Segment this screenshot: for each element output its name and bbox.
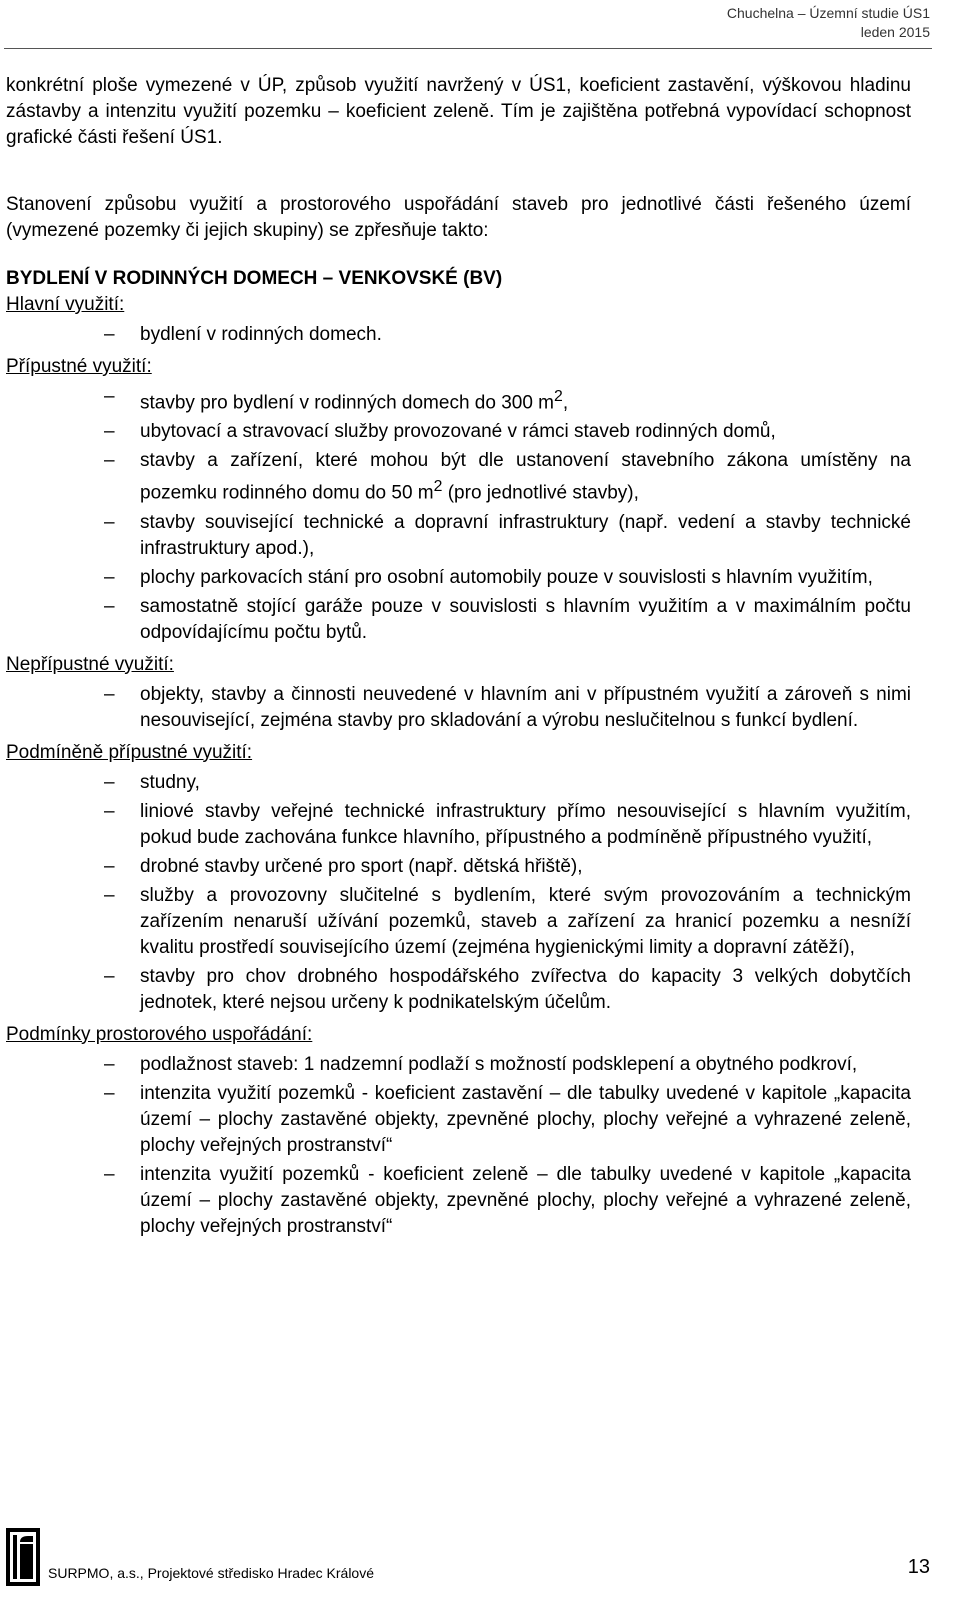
permitted-use-heading: Přípustné využití: xyxy=(6,356,152,377)
superscript: 2 xyxy=(554,388,563,405)
conditional-use-heading: Podmíněně přípustné využití: xyxy=(6,741,253,763)
prohibited-use-heading: Nepřípustné využití: xyxy=(6,653,174,675)
main-use-list xyxy=(6,322,911,348)
list-item: – služby a provozovny slučitelné s bydlením, které svým provozováním a technickým zařízením nenaruší užívání pozemků, staveb a zařízení za hranicí pozemku a nesníží kvalitu prostředí souvisejícího území (zejména hygienickými limity a dopravní zátěží), xyxy=(104,884,911,958)
dash-bullet: – xyxy=(104,683,115,705)
page-content xyxy=(6,73,911,1246)
header-divider xyxy=(4,48,932,49)
list-item: – studny, xyxy=(6,770,911,796)
main-use-heading: Hlavní využití: xyxy=(6,294,125,315)
dash-bullet: – xyxy=(104,324,115,345)
list-item: – intenzita využití pozemků - koeficient zeleně – dle tabulky uvedené v kapitole „kapacita území – plochy zastavěné objekty, zpevněné plochy, plochy veřejné a vyhrazené zeleně, plochy veřejných prostranství“ xyxy=(104,1163,911,1237)
lead-paragraph: Stanovení způsobu využití a prostorového uspořádání staveb pro jednotlivé části řešeného území (vymezené pozemky či jejich skupiny) se zpřesňuje takto: xyxy=(6,194,911,241)
permitted-use-list xyxy=(6,384,911,646)
dash-bullet: – xyxy=(104,800,115,822)
dash-bullet: – xyxy=(104,884,115,906)
footer-organization: SURPMO, a.s., Projektové středisko Hradec Králové xyxy=(48,1565,375,1581)
conditional-use-list xyxy=(6,770,911,1016)
dash-bullet: – xyxy=(104,965,115,987)
list-item: – stavby a zařízení, které mohou být dle ustanovení stavebního zákona umístěny na pozemku rodinného domu do 50 $m^2$ (pro jednotlivé stavby), xyxy=(104,450,911,504)
page-header xyxy=(727,4,930,42)
page-number: 13 xyxy=(907,1556,930,1578)
dash-bullet: – xyxy=(104,566,115,588)
spatial-conditions-list xyxy=(6,1052,911,1240)
dash-bullet: – xyxy=(104,450,115,472)
prohibited-use-list xyxy=(6,682,911,734)
header-date: leden 2015 xyxy=(860,24,930,40)
list-item: – ubytovací a stravovací služby provozované v rámci staveb rodinných domů, xyxy=(6,419,911,445)
dash-bullet: – xyxy=(104,386,115,407)
list-item: – objekty, stavby a činnosti neuvedené v hlavním ani v přípustném využití a zároveň s nimi nesouvisející, zejména stavby pro skladování a výrobu neslučitelnou s funkcí bydlení. xyxy=(104,683,911,731)
surpmo-logo-icon xyxy=(6,1528,40,1586)
dash-bullet: – xyxy=(104,771,115,793)
intro-paragraph: konkrétní ploše vymezené v ÚP, způsob využití navržený v ÚS1, koeficient zastavění, výškovou hladinu zástavby a intenzitu využití pozemku – koeficient zeleně. Tím je zajištěna potřebná vypovídací schopnost grafické části řešení ÚS1. xyxy=(6,75,911,148)
list-item: – samostatně stojící garáže pouze v souvislosti s hlavním využitím a v maximálním počtu odpovídajícímu počtu bytů. xyxy=(104,595,911,643)
list-item: – bydlení v rodinných domech. xyxy=(6,322,911,348)
list-item: – podlažnost staveb: 1 nadzemní podlaží s možností podsklepení a obytného podkroví, xyxy=(6,1052,911,1078)
dash-bullet: – xyxy=(104,595,115,617)
list-item: – liniové stavby veřejné technické infrastruktury přímo nesouvisející s hlavním využitím, pokud bude zachována funkce hlavního, přípustného a podmíněně přípustného využití, xyxy=(104,800,911,848)
list-item: – plochy parkovacích stání pro osobní automobily pouze v souvislosti s hlavním využitím, xyxy=(6,565,911,591)
list-item: – drobné stavby určené pro sport (např. dětská hřiště), xyxy=(6,854,911,880)
dash-bullet: – xyxy=(104,1053,115,1075)
list-item: – stavby související technické a dopravní infrastruktury (např. vedení a stavby technické infrastruktury apod.), xyxy=(104,511,911,559)
list-item: – stavby pro chov drobného hospodářského zvířectva do kapacity 3 velkých dobytčích jednotek, které nejsou určeny k podnikatelským účelům. xyxy=(104,965,911,1013)
superscript: 2 xyxy=(433,478,443,496)
dash-bullet: – xyxy=(104,855,115,877)
dash-bullet: – xyxy=(104,511,115,533)
section-title: BYDLENÍ V RODINNÝCH DOMECH – VENKOVSKÉ (BV) xyxy=(6,268,503,289)
spatial-conditions-heading: Podmínky prostorového uspořádání: xyxy=(6,1023,313,1045)
list-item: – stavby pro bydlení v rodinných domech do 300 $m^2$, xyxy=(104,386,569,414)
list-item: – intenzita využití pozemků - koeficient zastavění – dle tabulky uvedené v kapitole „kapacita území – plochy zastavěné objekty, zpevněné plochy, plochy veřejné a vyhrazené zeleně, plochy veřejných prostranství“ xyxy=(104,1082,911,1156)
header-document-title: Chuchelna – Územní studie ÚS1 xyxy=(726,5,930,21)
dash-bullet: – xyxy=(104,1163,115,1185)
dash-bullet: – xyxy=(104,421,115,443)
dash-bullet: – xyxy=(104,1082,115,1104)
page-footer xyxy=(6,1528,930,1588)
